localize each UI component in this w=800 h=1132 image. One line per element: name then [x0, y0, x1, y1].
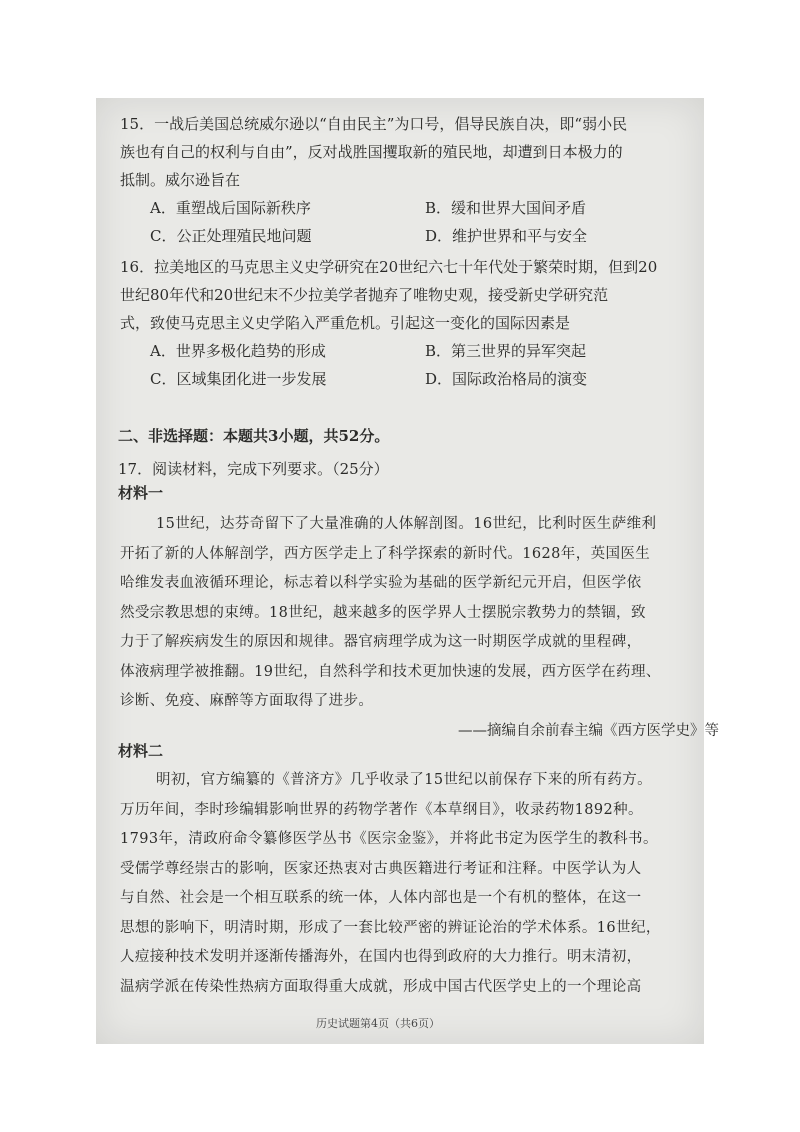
q16-line: 世纪80年代和20世纪末不少拉美学者抛弃了唯物史观，接受新史学研究范	[120, 286, 609, 304]
material-1-title: 材料一	[118, 484, 164, 502]
q15-line: 抵制。威尔逊旨在	[120, 171, 241, 189]
section-title: 二、非选择题：本题共3小题，共52分。	[118, 427, 390, 445]
material-2-line: 温病学派在传染性热病方面取得重大成就，形成中国古代医学史上的一个理论高	[120, 978, 642, 995]
material-2-text	[120, 768, 661, 1004]
q15-line: 族也有自己的权利与自由”，反对战胜国攫取新的殖民地，却遭到日本极力的	[120, 143, 623, 161]
material-1-text	[120, 512, 661, 719]
material-2-line: 明初，官方编纂的《普济方》几乎收录了15世纪以前保存下来的所有药方。	[156, 772, 653, 788]
material-2-line: 人痘接种技术发明并逐渐传播海外，在国内也得到政府的大力推行。明末清初，	[120, 949, 642, 965]
question-16	[120, 257, 690, 397]
q15-options-row1	[120, 198, 690, 226]
material-1-line: 力于了解疾病发生的原因和规律。器官病理学成为这一时期医学成就的里程碑，	[120, 634, 642, 650]
q16-option-b[interactable]: B．第三世界的异军突起	[425, 342, 587, 360]
q16-line: 16．拉美地区的马克思主义史学研究在20世纪六七十年代处于繁荣时期，但到20	[120, 258, 658, 276]
material-1-line: 哈维发表血液循环理论，标志着以科学实验为基础的医学新纪元开启，但医学依	[120, 575, 642, 591]
material-2-line: 受儒学尊经崇古的影响，医家还热衷对古典医籍进行考证和注释。中医学认为人	[120, 860, 642, 877]
material-1-line: 诊断、免疫、麻醉等方面取得了进步。	[120, 693, 374, 709]
material-1-line: 体液病理学被推翻。19世纪，自然科学和技术更加快速的发展，西方医学在药理、	[120, 663, 661, 680]
q15-options-row2	[120, 226, 690, 254]
q15-option-b[interactable]: B．缓和世界大国间矛盾	[425, 199, 587, 217]
q16-option-c[interactable]: C．区域集团化进一步发展	[150, 370, 327, 388]
material-1-source: ——摘编自余前春主编《西方医学史》等	[458, 723, 719, 739]
question-15	[120, 114, 690, 254]
page-footer: 历史试题第4页（共6页）	[316, 1017, 440, 1030]
material-2-line: 1793年，清政府命令纂修医学丛书《医宗金鉴》，并将此书定为医学生的教科书。	[120, 831, 658, 847]
q15-option-c[interactable]: C．公正处理殖民地问题	[150, 227, 312, 245]
q16-option-d[interactable]: D．国际政治格局的演变	[425, 370, 588, 388]
q16-options-row2	[120, 369, 690, 397]
q16-option-a[interactable]: A．世界多极化趋势的形成	[150, 342, 326, 360]
material-2-line: 思想的影响下，明清时期，形成了一套比较严密的辨证论治的学术体系。16世纪，	[120, 919, 661, 936]
q15-option-d[interactable]: D．维护世界和平与安全	[425, 227, 588, 245]
q15-line: 15．一战后美国总统威尔逊以“自由民主”为口号，倡导民族自决，即“弱小民	[120, 115, 628, 133]
q15-option-a[interactable]: A．重塑战后国际新秩序	[150, 199, 311, 217]
material-2-line: 与自然、社会是一个相互联系的统一体，人体内部也是一个有机的整体，在这一	[120, 890, 642, 906]
material-2-title: 材料二	[118, 742, 164, 760]
material-2-line: 万历年间，李时珍编辑影响世界的药物学著作《本草纲目》，收录药物1892种。	[120, 801, 643, 818]
q16-options-row1	[120, 341, 690, 369]
material-1-line: 然受宗教思想的束缚。18世纪，越来越多的医学界人士摆脱宗教势力的禁锢，致	[120, 604, 646, 621]
material-1-line: 开拓了新的人体解剖学，西方医学走上了科学探索的新时代。1628年，英国医生	[120, 545, 651, 562]
q16-line: 式，致使马克思主义史学陷入严重危机。引起这一变化的国际因素是	[120, 314, 571, 332]
question-17-prompt: 17．阅读材料，完成下列要求。（25分）	[118, 460, 389, 478]
material-1-line: 15世纪，达芬奇留下了大量准确的人体解剖图。16世纪，比利时医生萨维利	[156, 516, 657, 532]
